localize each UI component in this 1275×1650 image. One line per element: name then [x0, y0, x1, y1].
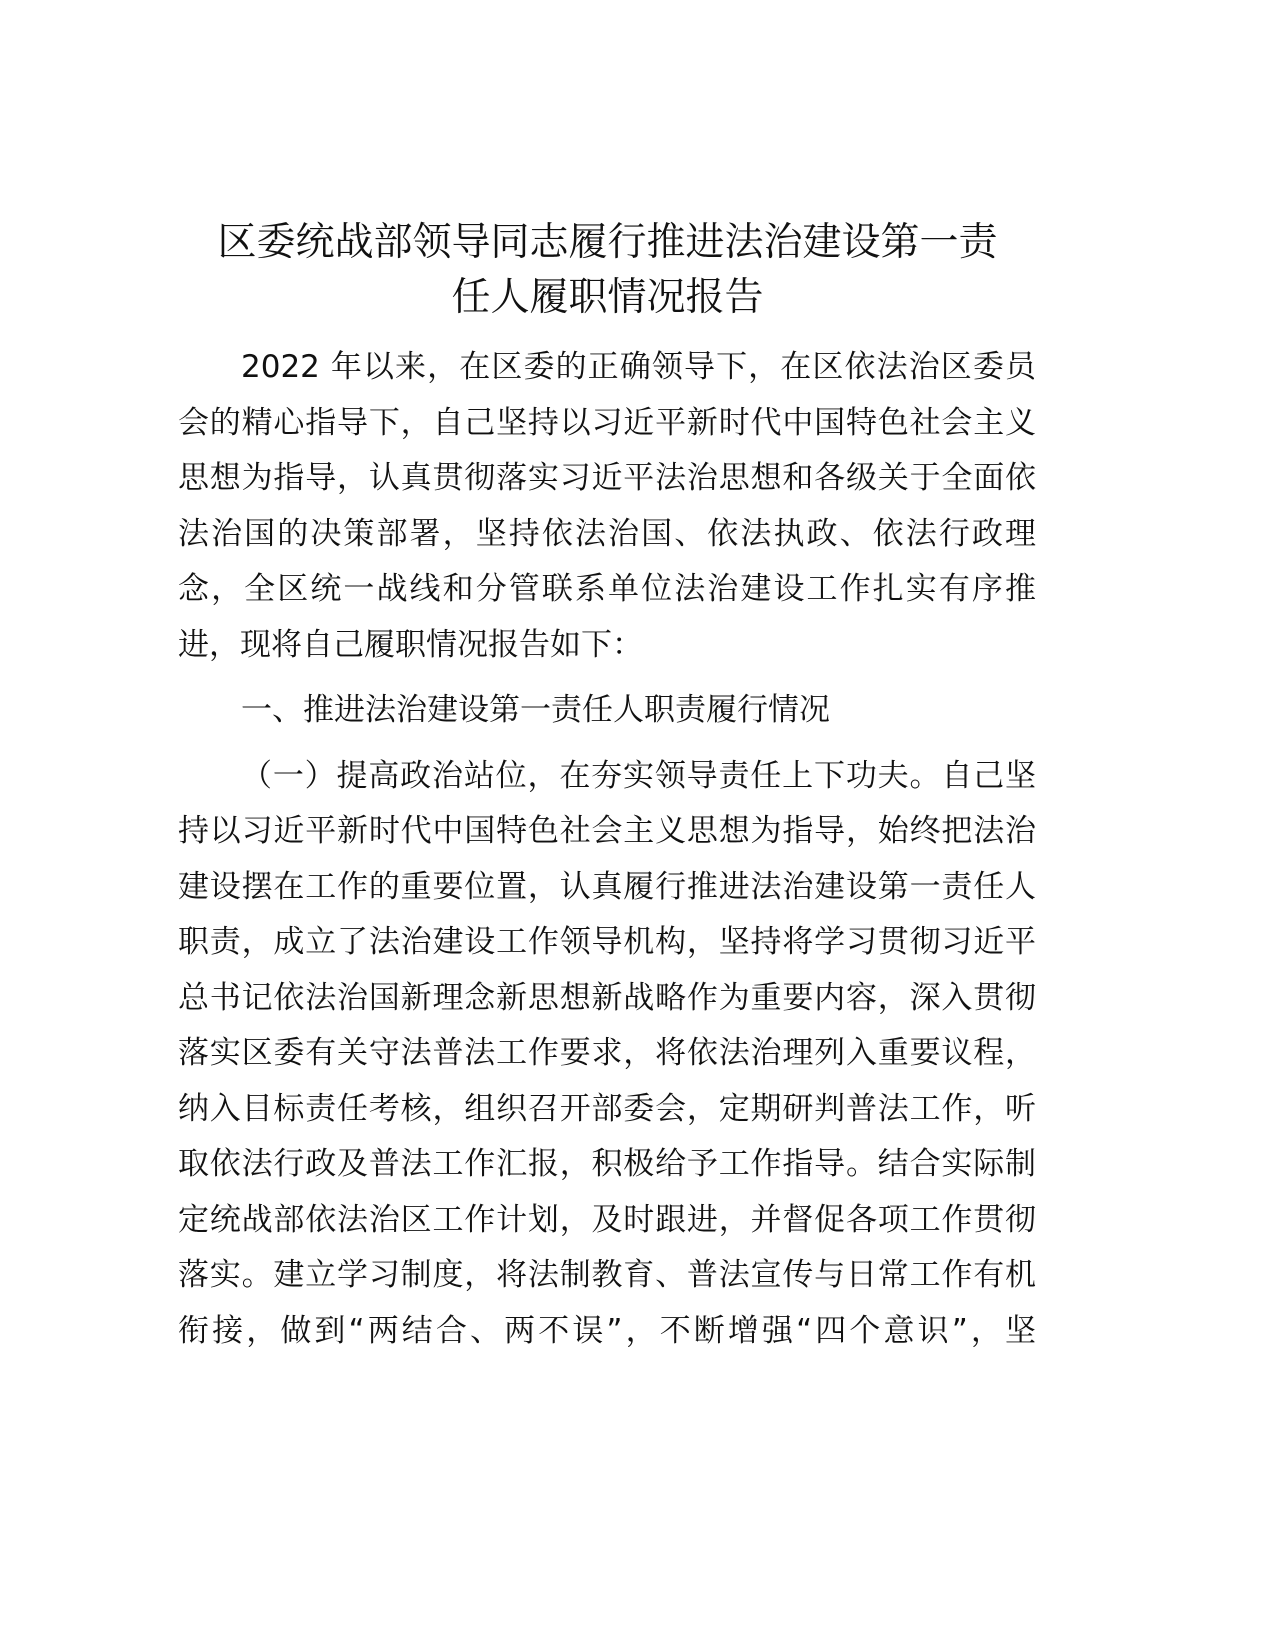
text-line: 衔接，做到“两结合、两不误”，不断增强“四个意识”，坚 — [178, 1312, 1036, 1349]
text-line: 建设摆在工作的重要位置，认真履行推进法治建设第一责任人 — [178, 868, 1036, 905]
text-line: 法治国的决策部署，坚持依法治国、依法执政、依法行政理 — [178, 515, 1036, 552]
text-line: 进，现将自己履职情况报告如下： — [178, 626, 643, 663]
text-line: 定统战部依法治区工作计划，及时跟进，并督促各项工作贯彻 — [178, 1201, 1036, 1238]
text-line: 取依法行政及普法工作汇报，积极给予工作指导。结合实际制 — [178, 1146, 1036, 1182]
title-line: 任人履职情况报告 — [451, 275, 764, 320]
text-line: 落实区委有关守法普法工作要求，将依法治理列入重要议程， — [178, 1035, 1036, 1071]
text-line: 2022 年以来，在区委的正确领导下，在区依法治区委员 — [241, 349, 1036, 385]
document-title — [160, 215, 1055, 325]
section-heading: 一、推进法治建设第一责任人职责履行情况 — [241, 692, 830, 728]
text-line: 纳入目标责任考核，组织召开部委会，定期研判普法工作，听 — [178, 1090, 1036, 1127]
text-line: 总书记依法治国新理念新思想新战略作为重要内容，深入贯彻 — [178, 979, 1036, 1016]
text-line: 持以习近平新时代中国特色社会主义思想为指导，始终把法治 — [178, 813, 1036, 849]
paragraph-section-1 — [178, 749, 1036, 1360]
text-line: 思想为指导，认真贯彻落实习近平法治思想和各级关于全面依 — [178, 460, 1036, 496]
document-body — [178, 340, 1036, 1359]
text-line: 落实。建立学习制度，将法制教育、普法宣传与日常工作有机 — [178, 1257, 1036, 1293]
text-line: （一）提高政治站位，在夯实领导责任上下功夫。自己坚 — [241, 757, 1036, 794]
text-line: 念，全区统一战线和分管联系单位法治建设工作扎实有序推 — [178, 571, 1036, 607]
text-line: 职责，成立了法治建设工作领导机构，坚持将学习贯彻习近平 — [178, 924, 1036, 960]
paragraph-intro — [178, 340, 1036, 673]
text-line: 会的精心指导下，自己坚持以习近平新时代中国特色社会主义 — [178, 404, 1036, 441]
title-line: 区委统战部领导同志履行推进法治建设第一责 — [217, 220, 998, 265]
